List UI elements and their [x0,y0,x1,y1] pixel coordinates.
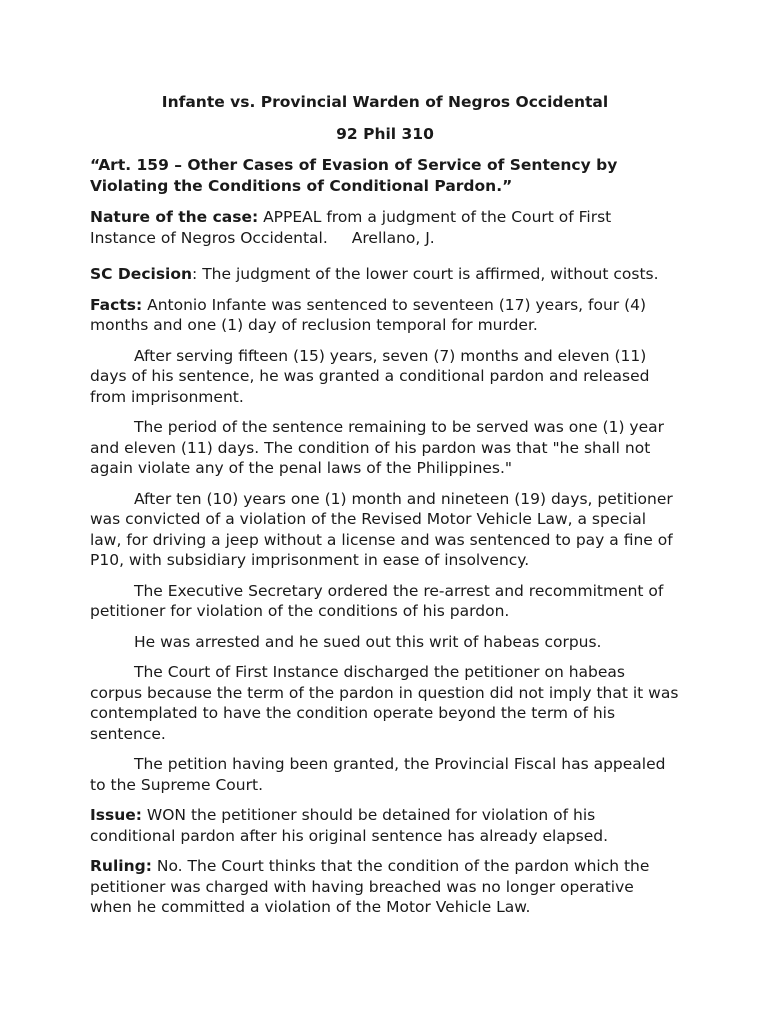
facts-paragraph-6: The Court of First Instance discharged the petitioner on habeas corpus because the term of the pardon in question did not imply that it was contemplated to have the condition operate beyond the term of his sentence. [90,663,679,743]
facts-paragraph-5: He was arrested and he sued out this writ of habeas corpus. [134,632,602,651]
nature-label: Nature of the case: [90,208,259,226]
facts-text: Antonio Infante was sentenced to seventeen (17) years, four (4) months and one (1) day of reclusion temporal for murder. [90,295,647,334]
decision-paragraph [90,264,680,285]
issue-label: Issue: [90,806,142,824]
ruling-label: Ruling: [90,857,152,875]
case-title: Infante vs. Provincial Warden of Negros Occidental [161,93,609,111]
facts-paragraph [90,295,680,336]
issue-paragraph [90,805,680,846]
facts-paragraph-1: After serving fifteen (15) years, seven (7) months and eleven (11) days of his sentence, he was granted a conditional pardon and released from imprisonment. [90,346,650,406]
nature-paragraph [90,207,680,248]
facts-paragraph-2: The period of the sentence remaining to be served was one (1) year and eleven (11) days. The condition of his pardon was that "he shall not again violate any of the penal laws of the Philippines." [90,418,664,477]
article-heading: “Art. 159 – Other Cases of Evasion of Service of Sentency by Violating the Conditions of Conditional Pardon.” [90,156,618,195]
decision-label: SC Decision [90,265,193,283]
ruling-paragraph [90,856,680,918]
facts-label: Facts: [90,295,143,314]
ruling-text: No. The Court thinks that the condition of the pardon which the petitioner was charged with having breached was no longer operative when he committed a violation of the Motor Vehicle Law. [90,857,650,916]
decision-text: : The judgment of the lower court is affirmed, without costs. [192,265,659,283]
facts-paragraph-4: The Executive Secretary ordered the re-arrest and recommitment of petitioner for violation of the conditions of his pardon. [90,581,664,620]
facts-paragraph-3: After ten (10) years one (1) month and nineteen (19) days, petitioner was convicted of a violation of the Revised Motor Vehicle Law, a special law, for driving a jeep without a license and was sentenced to pay a fine of P10, with subsidiary imprisonment in ease of insolvency. [90,489,673,569]
nature-text: APPEAL from a judgment of the Court of First Instance of Negros Occidental. [90,208,612,247]
issue-text: WON the petitioner should be detained for violation of his conditional pardon after his original sentence has already elapsed. [90,806,609,845]
facts-paragraph-7: The petition having been granted, the Provincial Fiscal has appealed to the Supreme Court. [90,755,666,794]
ponente: Arellano, J. [351,228,435,247]
case-citation: 92 Phil 310 [336,125,434,143]
